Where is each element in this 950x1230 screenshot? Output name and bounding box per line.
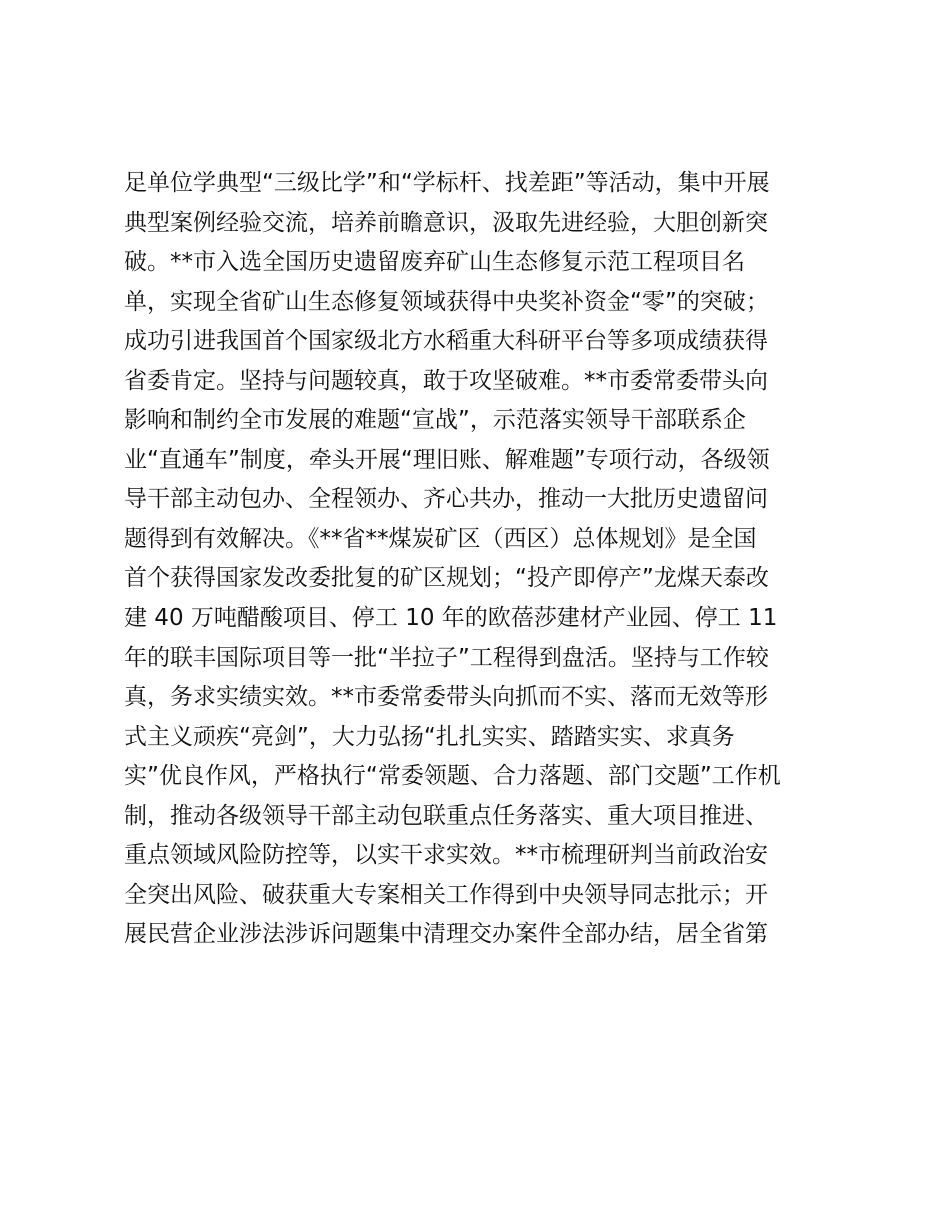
text-line: 省委肯定。坚持与问题较真，敢于攻坚破难。**市委常委带头向 [124,367,768,394]
text-line: 破。**市入选全国历史遗留废弃矿山生态修复示范工程项目名 [124,249,745,276]
text-line: 实”优良作风，严格执行“常委领题、合力落题、部门交题”工作机 [124,763,781,790]
text-line: 真，务求实绩实效。**市委常委带头向抓而不实、落而无效等形 [124,684,768,711]
text-line: 足单位学典型“三级比学”和“学标杆、找差距”等活动，集中开展 [124,170,770,196]
text-line: 制，推动各级领导干部主动包联重点任务落实、重大项目推进、 [124,802,768,829]
text-line: 成功引进我国首个国家级北方水稻重大科研平台等多项成绩获得 [124,328,768,355]
text-line: 单，实现全省矿山生态修复领域获得中央奖补资金“零”的突破； [124,288,769,315]
text-line: 全突出风险、破获重大专案相关工作得到中央领导同志批示；开 [124,881,768,908]
text-line: 题得到有效解决。《**省**煤炭矿区（西区）总体规划》是全国 [124,525,757,552]
text-line: 年的联丰国际项目等一批“半拉子”工程得到盘活。坚持与工作较 [124,644,769,671]
text-line: 首个获得国家发改委批复的矿区规划；“投产即停产”龙煤天泰改 [124,565,769,592]
text-line: 建 40 万吨醋酸项目、停工 10 年的欧蓓莎建材产业园、停工 11 [124,605,778,632]
text-line: 重点领域风险防控等，以实干求实效。**市梳理研判当前政治安 [124,842,768,869]
text-line: 典型案例经验交流，培养前瞻意识，汲取先进经验，大胆创新突 [124,209,768,236]
text-line: 展民营企业涉法涉诉问题集中清理交办案件全部办结，居全省第 [124,921,768,948]
text-line: 式主义顽疾“亮剑”，大力弘扬“扎扎实实、踏踏实实、求真务 [124,723,735,750]
body-text [124,164,836,955]
text-line: 导干部主动包办、全程领办、齐心共办，推动一大批历史遗留问 [124,486,768,513]
text-line: 业“直通车”制度，牵头开展“理旧账、解难题”专项行动，各级领 [124,446,770,473]
text-line: 影响和制约全市发展的难题“宣战”，示范落实领导干部联系企 [124,407,746,434]
